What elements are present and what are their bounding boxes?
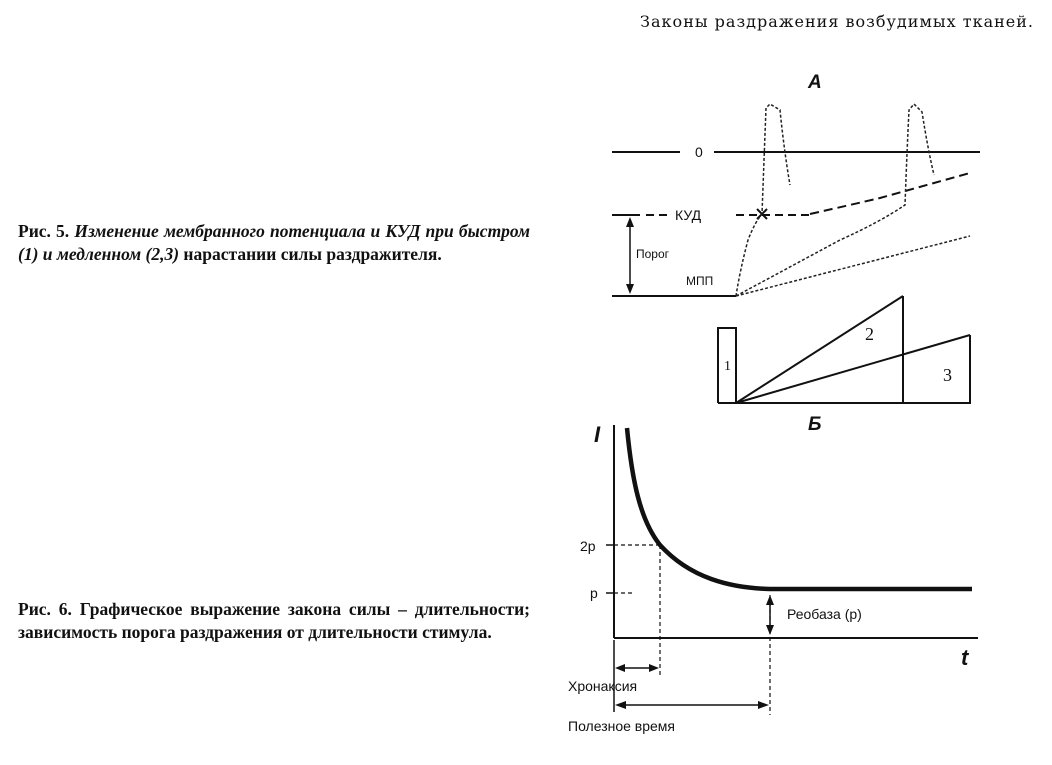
rheobase-arrow	[766, 595, 774, 635]
stimulus-3-label: 3	[943, 365, 952, 385]
figure5-panel-a-label: А	[808, 72, 822, 93]
stimulus-frame	[718, 296, 970, 403]
tick-2p-label: 2p	[580, 538, 596, 554]
mpp-label: МПП	[686, 274, 714, 288]
strength-duration-curve	[627, 428, 972, 589]
page-header: Законы раздражения возбудимых тканей.	[640, 12, 1034, 31]
y-axis-label: I	[594, 422, 601, 447]
threshold-label: Порог	[636, 247, 670, 261]
zero-label: 0	[695, 144, 703, 160]
slow-depolarisation	[736, 236, 970, 296]
figure5-panel-b-label: Б	[808, 414, 822, 435]
chronaxie-label: Хронаксия	[568, 678, 638, 694]
stimulus-1-label: 1	[724, 359, 731, 374]
kud-label: КУД	[675, 207, 702, 223]
tick-p-label: p	[590, 585, 598, 601]
chronaxie-span	[614, 640, 659, 712]
threshold-arrow	[626, 217, 634, 294]
figure5-caption-rest: нарастании силы раздражителя.	[183, 244, 442, 264]
spike-1	[736, 104, 790, 296]
useful-time-label: Полезное время	[568, 718, 676, 734]
figure5-caption-italic: Изменение мембранного потенциала и КУД при быстром (1) и медленном (2,3)	[18, 221, 530, 264]
figure5-caption-label: Рис. 5.	[18, 221, 70, 241]
figure6-caption-text: Графическое выражение закона силы – длительности; зависимость порога раздражения от длительности стимула.	[18, 599, 530, 642]
figure6-caption-label: Рис. 6.	[18, 599, 72, 619]
x-axis-label: t	[961, 645, 969, 670]
rheobase-label: Реобаза (р)	[787, 606, 862, 622]
stimulus-2-label: 2	[865, 324, 874, 344]
useful-time-span	[615, 701, 769, 709]
kud-line	[612, 173, 970, 215]
